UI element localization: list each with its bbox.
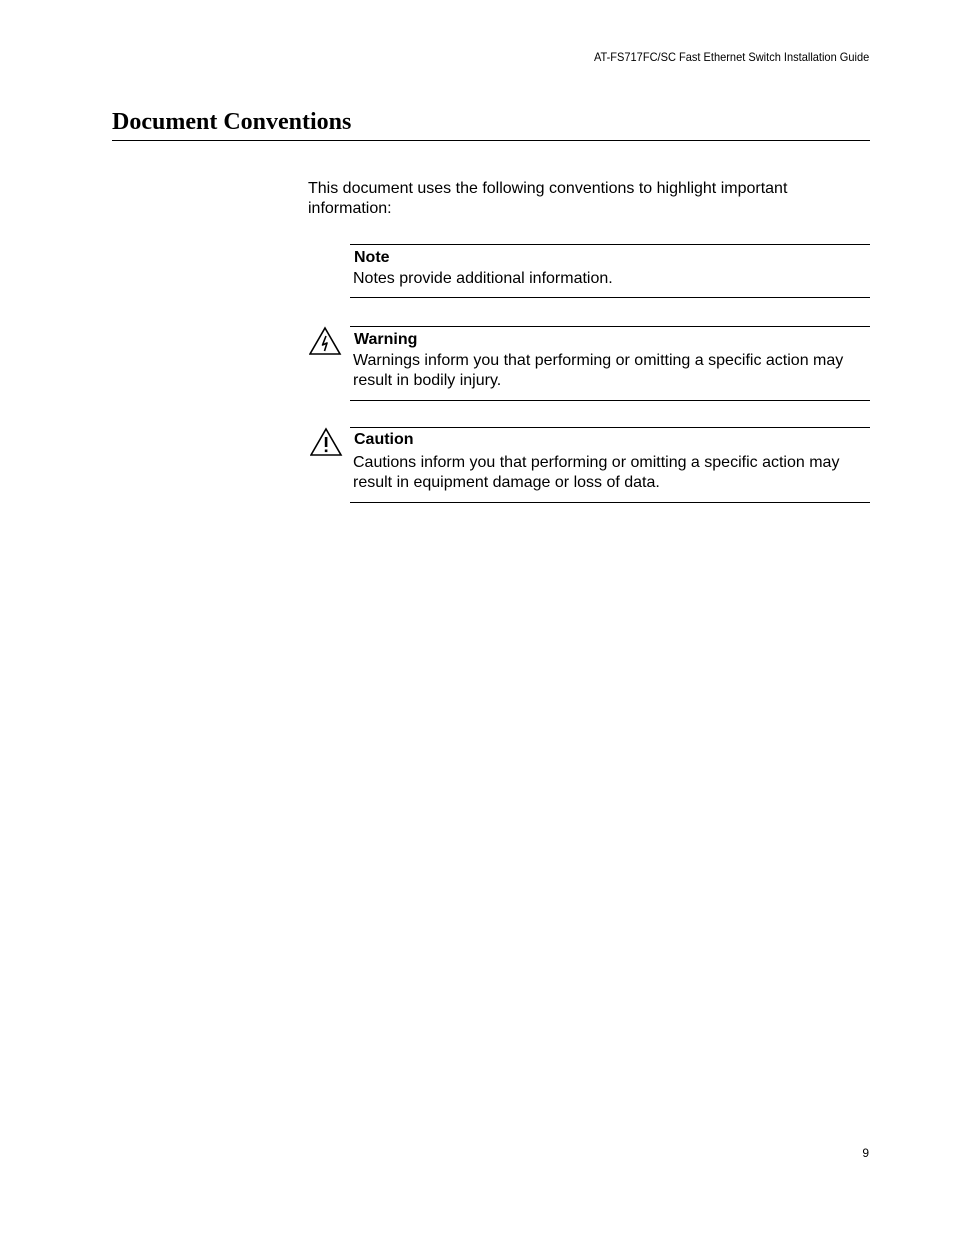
exclamation-triangle-icon — [310, 427, 344, 457]
section-title: Document Conventions — [112, 109, 352, 135]
electrical-hazard-icon — [309, 326, 343, 356]
page-number: 9 — [862, 1146, 869, 1160]
warning-label: Warning — [354, 331, 418, 348]
caution-box — [350, 427, 870, 503]
note-label: Note — [354, 249, 390, 266]
intro-paragraph: This document uses the following conventions to highlight important information: — [308, 180, 788, 217]
running-header: AT-FS717FC/SC Fast Ethernet Switch Installation Guide — [593, 50, 869, 64]
note-box — [350, 244, 870, 298]
caution-label: Caution — [354, 431, 414, 448]
warning-box — [350, 326, 870, 401]
note-text: Notes provide additional information. — [353, 270, 613, 287]
title-divider — [112, 140, 870, 141]
warning-text: Warnings inform you that performing or omitting a specific action may result in bodily injury. — [353, 352, 844, 389]
caution-text: Cautions inform you that performing or omitting a specific action may result in equipment damage or loss of data. — [353, 454, 840, 491]
